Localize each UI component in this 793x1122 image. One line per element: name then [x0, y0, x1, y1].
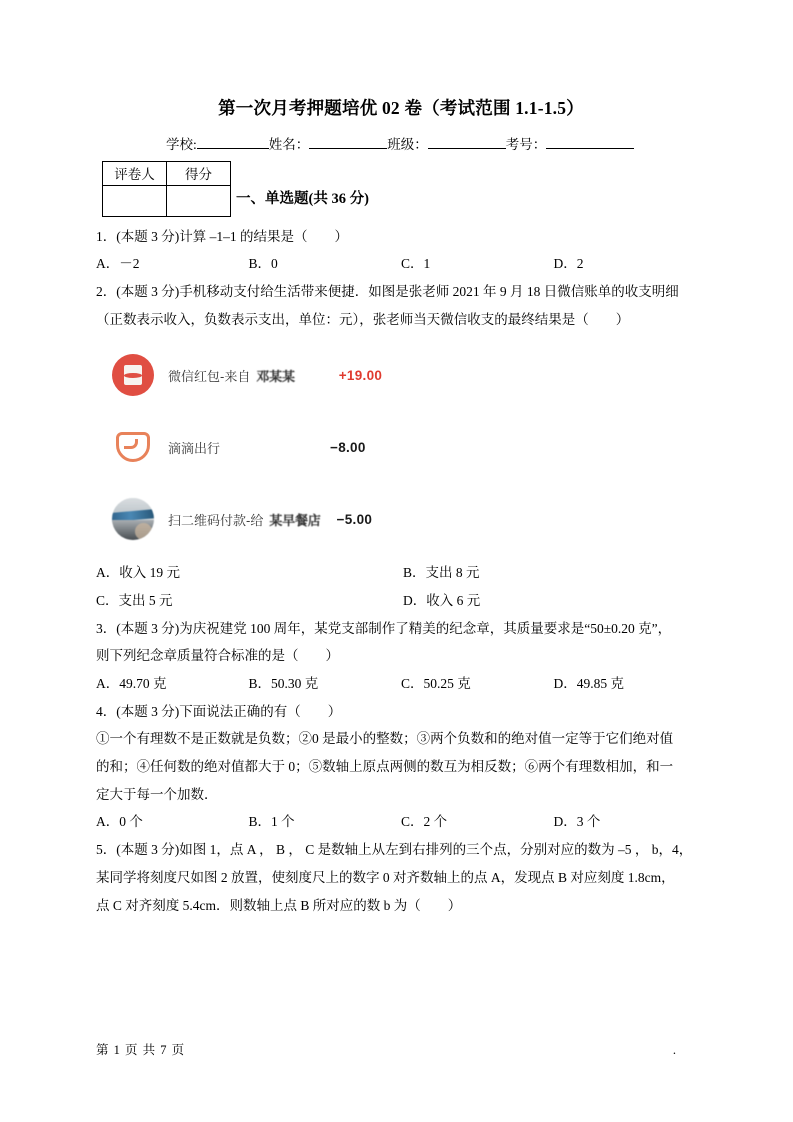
question-1-option-b[interactable]: B．0: [248, 256, 278, 272]
bill-row-2: [110, 411, 706, 483]
question-3-stem-line-2: 则下列纪念章质量符合标准的是（ ）: [96, 648, 339, 664]
question-2-option-d[interactable]: D．收入 6 元: [403, 593, 481, 609]
didi-rideshare-icon: [110, 424, 156, 470]
bill-row-3-title: 扫二维码付款-给: [168, 512, 264, 528]
question-3-option-a[interactable]: A．49.70 克: [96, 676, 167, 692]
table-row: [103, 161, 231, 185]
grader-value-cell[interactable]: [103, 185, 167, 216]
exam-no-label: 考号：: [505, 136, 547, 152]
question-3-option-d[interactable]: D．49.85 克: [553, 676, 624, 692]
page-title: 第一次月考押题培优 02 卷（考试范围 1.1-1.5）: [218, 98, 584, 118]
bill-row-1: [110, 339, 706, 411]
class-label: 班级：: [387, 136, 428, 152]
question-5-stem-line-3: 点 C 对齐刻度 5.4cm．则数轴上点 B 所对应的数 b 为（ ）: [96, 897, 462, 913]
question-2-text-1: (本题 3 分)手机移动支付给生活带来便捷．如图是张老师 2021 年 9 月 18 日微信账单的收支明细: [116, 284, 679, 300]
score-header-cell: 得分: [167, 161, 231, 185]
school-label: 学校:: [166, 136, 197, 152]
score-value-cell[interactable]: [167, 185, 231, 216]
question-1-option-d[interactable]: D．2: [553, 256, 584, 272]
question-1-options: [96, 250, 706, 278]
question-1: [96, 223, 706, 278]
bill-row-1-payee: 邓某某: [256, 368, 295, 384]
question-1-number: 1．: [96, 228, 117, 244]
question-4-text: (本题 3 分)下面说法正确的有（ ）: [116, 703, 342, 719]
name-label: 姓名：: [268, 136, 310, 152]
name-field: [269, 137, 388, 152]
table-row: [103, 185, 231, 216]
bill-row-3-amount: −5.00: [336, 511, 373, 527]
question-4-statements-line-1: ①一个有理数不是正数就是负数；②0 是最小的整数；③两个负数和的绝对值一定等于它们绝对值: [96, 731, 674, 747]
question-2-number: 2．: [96, 284, 117, 300]
question-2-option-a[interactable]: A．收入 19 元: [96, 565, 180, 581]
question-4-number: 4．: [96, 703, 117, 719]
wechat-redpacket-icon-shape: [112, 354, 154, 396]
grader-header-cell: 评卷人: [103, 161, 167, 185]
bill-row-2-amount: −8.00: [330, 439, 366, 455]
school-input-blank[interactable]: [197, 148, 269, 149]
question-4-option-d[interactable]: D．3 个: [553, 814, 601, 830]
footer-right-mark: .: [672, 1043, 676, 1057]
bill-row-3-payee: 某早餐店: [269, 512, 321, 528]
name-input-blank[interactable]: [309, 148, 387, 149]
question-2-options-row-2: [96, 587, 706, 615]
question-1-option-a[interactable]: A．－2: [96, 256, 140, 272]
merchant-photo-avatar-icon: [110, 496, 156, 542]
question-4-statements-line-2: 的和；④任何数的绝对值都大于 0；⑤数轴上原点两侧的数互为相反数；⑥两个有理数相加，和一: [96, 759, 674, 775]
class-field: [387, 137, 506, 152]
question-3-stem-line-1: [96, 615, 706, 643]
question-3-options: [96, 670, 706, 698]
score-table: [102, 161, 231, 217]
question-1-option-c[interactable]: C．1: [401, 256, 431, 272]
section-heading: 一、单选题(共 36 分): [236, 190, 369, 207]
question-2-option-c[interactable]: C．支出 5 元: [96, 593, 173, 609]
question-2-stem-line-2: （正数表示收入，负数表示支出，单位：元），张老师当天微信收支的最终结果是（ ）: [96, 311, 630, 327]
page-content: [96, 96, 706, 919]
class-input-blank[interactable]: [428, 148, 506, 149]
question-4-option-a[interactable]: A．0 个: [96, 814, 143, 830]
question-4: [96, 698, 706, 836]
exam-no-input-blank[interactable]: [546, 148, 634, 149]
question-3-text-1: (本题 3 分)为庆祝建党 100 周年，某党支部制作了精美的纪念章，其质量要求是“50±0.20 克”，: [116, 620, 672, 636]
bill-row-2-description: 滴滴出行: [168, 440, 221, 456]
bill-row-1-amount: +19.00: [338, 367, 383, 383]
question-4-statements-line-3: 定大于每一个加数．: [96, 786, 218, 802]
merchant-photo-avatar-icon-shape: [112, 498, 154, 540]
photo-spot-layer: [135, 523, 152, 540]
student-info-line: [96, 135, 706, 155]
question-1-text: (本题 3 分)计算 –1–1 的结果是（ ）: [116, 228, 348, 244]
question-3: [96, 615, 706, 698]
question-5-text-1: (本题 3 分)如图 1，点 A ， B ， C 是数轴上从左到右排列的三个点，分别对应的数为 –5 ， b，4，: [116, 842, 693, 858]
question-5-number: 5．: [96, 842, 117, 858]
bill-row-1-title: 微信红包-来自: [168, 368, 251, 384]
footer-page-number: 第 1 页 共 7 页: [96, 1043, 186, 1057]
wechat-bill-figure: [96, 339, 706, 555]
question-5-stem-line-1: [96, 836, 706, 864]
bill-row-3: [110, 483, 706, 555]
page-footer: [96, 1040, 706, 1058]
question-5-stem-line-2: 某同学将刻度尺如图 2 放置，使刻度尺上的数字 0 对齐数轴上的点 A，发现点 B 对应刻度 1.8cm，: [96, 869, 675, 885]
question-2: [96, 278, 706, 615]
section-block: [96, 161, 706, 223]
bill-row-3-description: [168, 510, 321, 529]
question-2-stem-line-1: [96, 278, 706, 306]
question-3-number: 3．: [96, 620, 117, 636]
wechat-redpacket-icon: [110, 352, 156, 398]
exam-no-field: [506, 137, 635, 152]
bill-row-1-description: [168, 366, 295, 385]
question-4-options: [96, 808, 706, 836]
question-4-option-b[interactable]: B．1 个: [248, 814, 295, 830]
question-2-option-b[interactable]: B．支出 8 元: [403, 565, 480, 581]
school-field: [166, 137, 269, 152]
question-3-option-c[interactable]: C．50.25 克: [401, 676, 471, 692]
question-1-stem: [96, 223, 706, 251]
question-4-option-c[interactable]: C．2 个: [401, 814, 448, 830]
question-5: [96, 836, 706, 919]
didi-rideshare-icon-shape: [116, 432, 150, 462]
question-2-options-row-1: [96, 559, 706, 587]
question-3-option-b[interactable]: B．50.30 克: [248, 676, 319, 692]
question-4-stem: [96, 698, 706, 726]
